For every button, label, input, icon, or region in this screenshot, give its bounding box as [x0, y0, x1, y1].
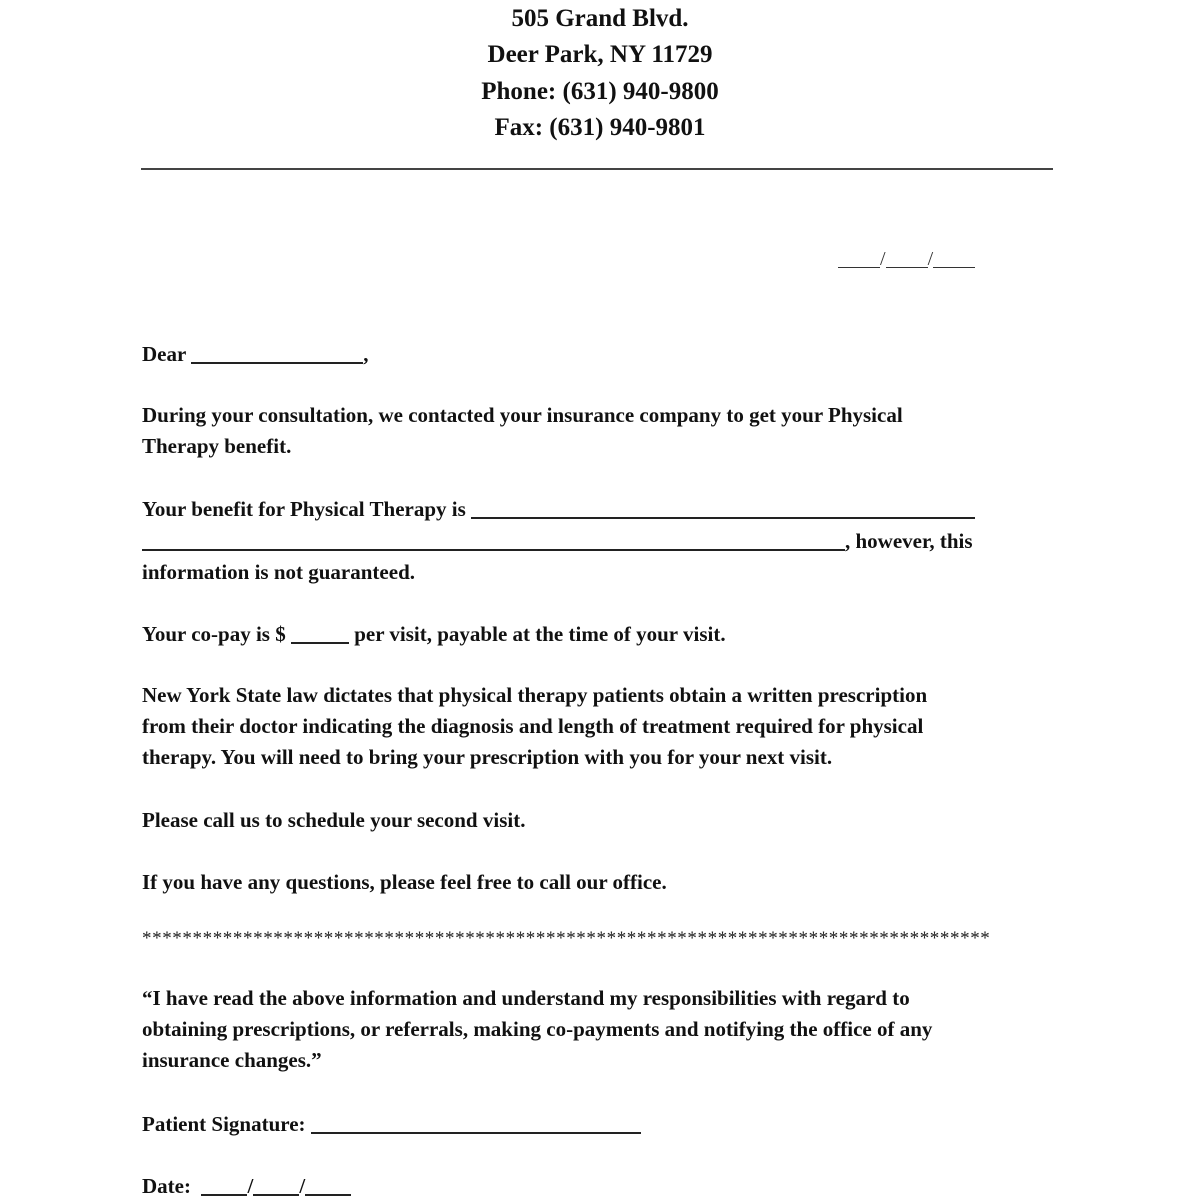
paragraph-line: therapy. You will need to bring your prescription with you for your next visit.	[142, 745, 833, 769]
acknowledgment-statement	[142, 983, 932, 1076]
header-divider	[141, 168, 1053, 170]
recipient-name-blank[interactable]	[191, 341, 363, 364]
copay-prefix: Your co-pay is $	[142, 622, 286, 646]
signature-blank[interactable]	[311, 1111, 641, 1134]
paragraph-line: insurance changes.”	[142, 1048, 322, 1072]
paragraph-line: New York State law dictates that physical therapy patients obtain a written prescription	[142, 683, 928, 707]
letter-date-field	[838, 244, 975, 271]
signature-date-row	[142, 1170, 351, 1202]
signature-date-day-blank[interactable]	[253, 1173, 299, 1196]
date-year-blank[interactable]	[933, 247, 975, 268]
signature-date-month-blank[interactable]	[201, 1173, 247, 1196]
date-separator: /	[299, 1174, 306, 1198]
address-line-1: 505 Grand Blvd.	[511, 5, 689, 32]
salutation-comma: ,	[363, 342, 369, 366]
phone-number: Phone: (631) 940-9800	[481, 78, 719, 105]
signature-date-label: Date:	[142, 1174, 191, 1198]
asterisk-separator: ************************************************************************************	[142, 928, 991, 949]
benefit-label: Your benefit for Physical Therapy is	[142, 497, 466, 521]
paragraph-line: During your consultation, we contacted your insurance company to get your Physical	[142, 403, 903, 427]
paragraph-line: “I have read the above information and understand my responsibilities with regard to	[142, 986, 910, 1010]
paragraph-line: from their doctor indicating the diagnosis and length of treatment required for physical	[142, 714, 924, 738]
signature-label: Patient Signature:	[142, 1112, 306, 1136]
signature-date-year-blank[interactable]	[305, 1173, 351, 1196]
date-separator: /	[927, 248, 934, 270]
copay-amount-blank[interactable]	[291, 621, 349, 644]
paragraph-line: information is not guaranteed.	[142, 560, 415, 584]
copay-suffix: per visit, payable at the time of your visit.	[354, 622, 726, 646]
date-day-blank[interactable]	[886, 247, 928, 268]
fax-number: Fax: (631) 940-9801	[494, 114, 706, 141]
date-separator: /	[247, 1174, 254, 1198]
paragraph-line: Therapy benefit.	[142, 434, 292, 458]
paragraph-consultation	[142, 400, 903, 462]
date-month-blank[interactable]	[838, 247, 880, 268]
salutation-prefix: Dear	[142, 342, 186, 366]
paragraph-benefit	[142, 493, 975, 588]
paragraph-schedule: Please call us to schedule your second visit.	[142, 808, 526, 832]
benefit-blank-1[interactable]	[471, 496, 975, 519]
address-line-2: Deer Park, NY 11729	[487, 41, 713, 68]
benefit-disclaimer: , however, this	[845, 529, 973, 553]
patient-signature-row	[142, 1108, 641, 1140]
paragraph-line: obtaining prescriptions, or referrals, making co-payments and notifying the office of any	[142, 1017, 933, 1041]
paragraph-copay	[142, 618, 726, 650]
benefit-blank-2[interactable]	[142, 528, 845, 551]
paragraph-prescription-law	[142, 680, 927, 773]
paragraph-questions: If you have any questions, please feel free to call our office.	[142, 870, 667, 894]
salutation	[142, 338, 368, 370]
date-separator: /	[880, 248, 886, 270]
